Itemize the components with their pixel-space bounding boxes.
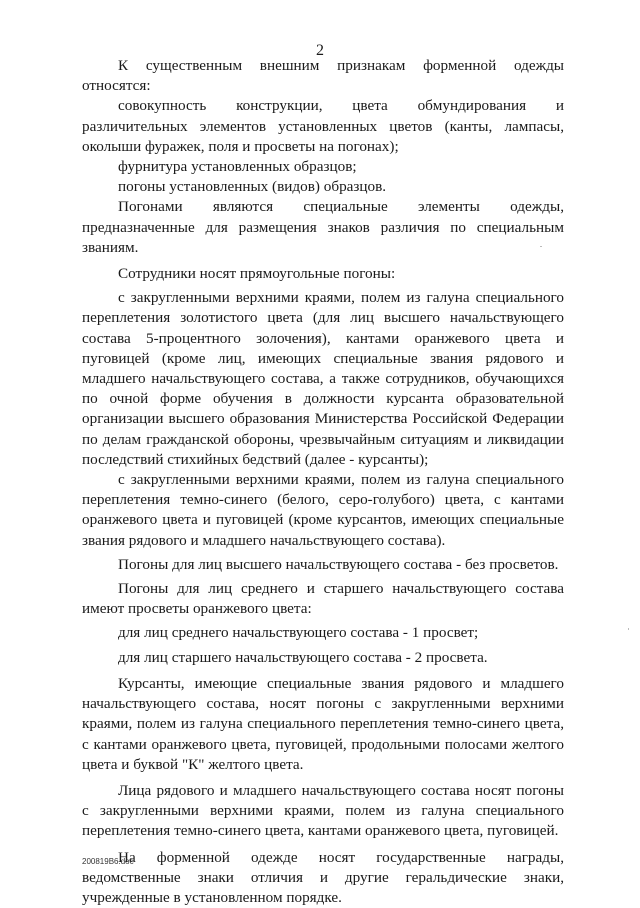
paragraph-features-intro: К существенным внешним признакам форменной одежды относятся: bbox=[82, 57, 564, 95]
paragraph-senior-no-stripes: Погоны для лиц высшего начальствующего состава - без просветов. bbox=[118, 555, 559, 573]
paragraph-fittings: фурнитура установленных образцов; bbox=[118, 158, 357, 176]
paragraph-one-stripe: для лиц среднего начальствующего состава - 1 просвет; bbox=[118, 624, 479, 642]
paragraph-rectangular-boards: Сотрудники носят прямоугольные погоны: bbox=[118, 265, 396, 283]
paragraph-golden-boards: с закругленными верхними краями, полем из галуна специального переплетения золотистого цвета (для лиц высшего начальствующего состава 5-процентного золочения), кантами оранжевого цвета и пуговицей (кроме лиц, имеющих специальные звания рядового и младшего начальствующего состава, а также сотрудников, обучающихся по очной форме обучения в должности курсанта образовательной организации высшего образования Министерства Российской Федерации по делам гражданской обороны, чрезвычайным ситуациям и ликвидации последствий стихийных бедствий (далее - курсанты); bbox=[82, 289, 564, 468]
paragraph-awards: На форменной одежде носят государственные награды, ведомственные знаки отличия и другие геральдические знаки, учрежденные в установленном порядке. bbox=[82, 848, 564, 906]
paragraph-dark-blue-boards: с закругленными верхними краями, полем из галуна специального переплетения темно-синего (белого, серо-голубого) цвета, с кантами оранжевого цвета и пуговицей (кроме курсантов, имеющих специальные звания рядового и младшего начальствующего состава). bbox=[82, 471, 564, 549]
paragraph-shoulder-boards-definition: Погонами являются специальные элементы одежды, предназначенные для размещения знаков различия по специальным званиям. bbox=[82, 198, 564, 256]
scan-speck bbox=[540, 246, 542, 247]
document-body bbox=[82, 52, 564, 908]
paragraph-two-stripes: для лиц старшего начальствующего состава - 2 просвета. bbox=[118, 648, 488, 666]
page-number: 2 bbox=[316, 42, 324, 59]
paragraph-middle-senior-stripes: Погоны для лиц среднего и старшего начальствующего состава имеют просветы оранжевого цвета: bbox=[82, 580, 564, 618]
paragraph-construction: совокупность конструкции, цвета обмундирования и различительных элементов установленных цветов (канты, лампасы, околыши фуражек, поля и просветы на погонах); bbox=[82, 97, 564, 155]
paragraph-shoulder-boards-types: погоны установленных (видов) образцов. bbox=[118, 178, 387, 196]
paragraph-junior-staff: Лица рядового и младшего начальствующего состава носят погоны с закругленными верхними краями, полем из галуна специального переплетения темно-синего цвета, кантами оранжевого цвета, пуговицей. bbox=[82, 781, 564, 840]
paragraph-cadets: Курсанты, имеющие специальные звания рядового и младшего начальствующего состава, носят погоны с закругленными верхними краями, полем из галуна специального переплетения темно-синего цвета, с кантами оранжевого цвета, пуговицей, продольными полосами желтого цвета и буквой "К" желтого цвета. bbox=[82, 674, 564, 773]
footer-filename: 200819В6.doc bbox=[82, 857, 134, 866]
scan-speck bbox=[628, 628, 629, 630]
